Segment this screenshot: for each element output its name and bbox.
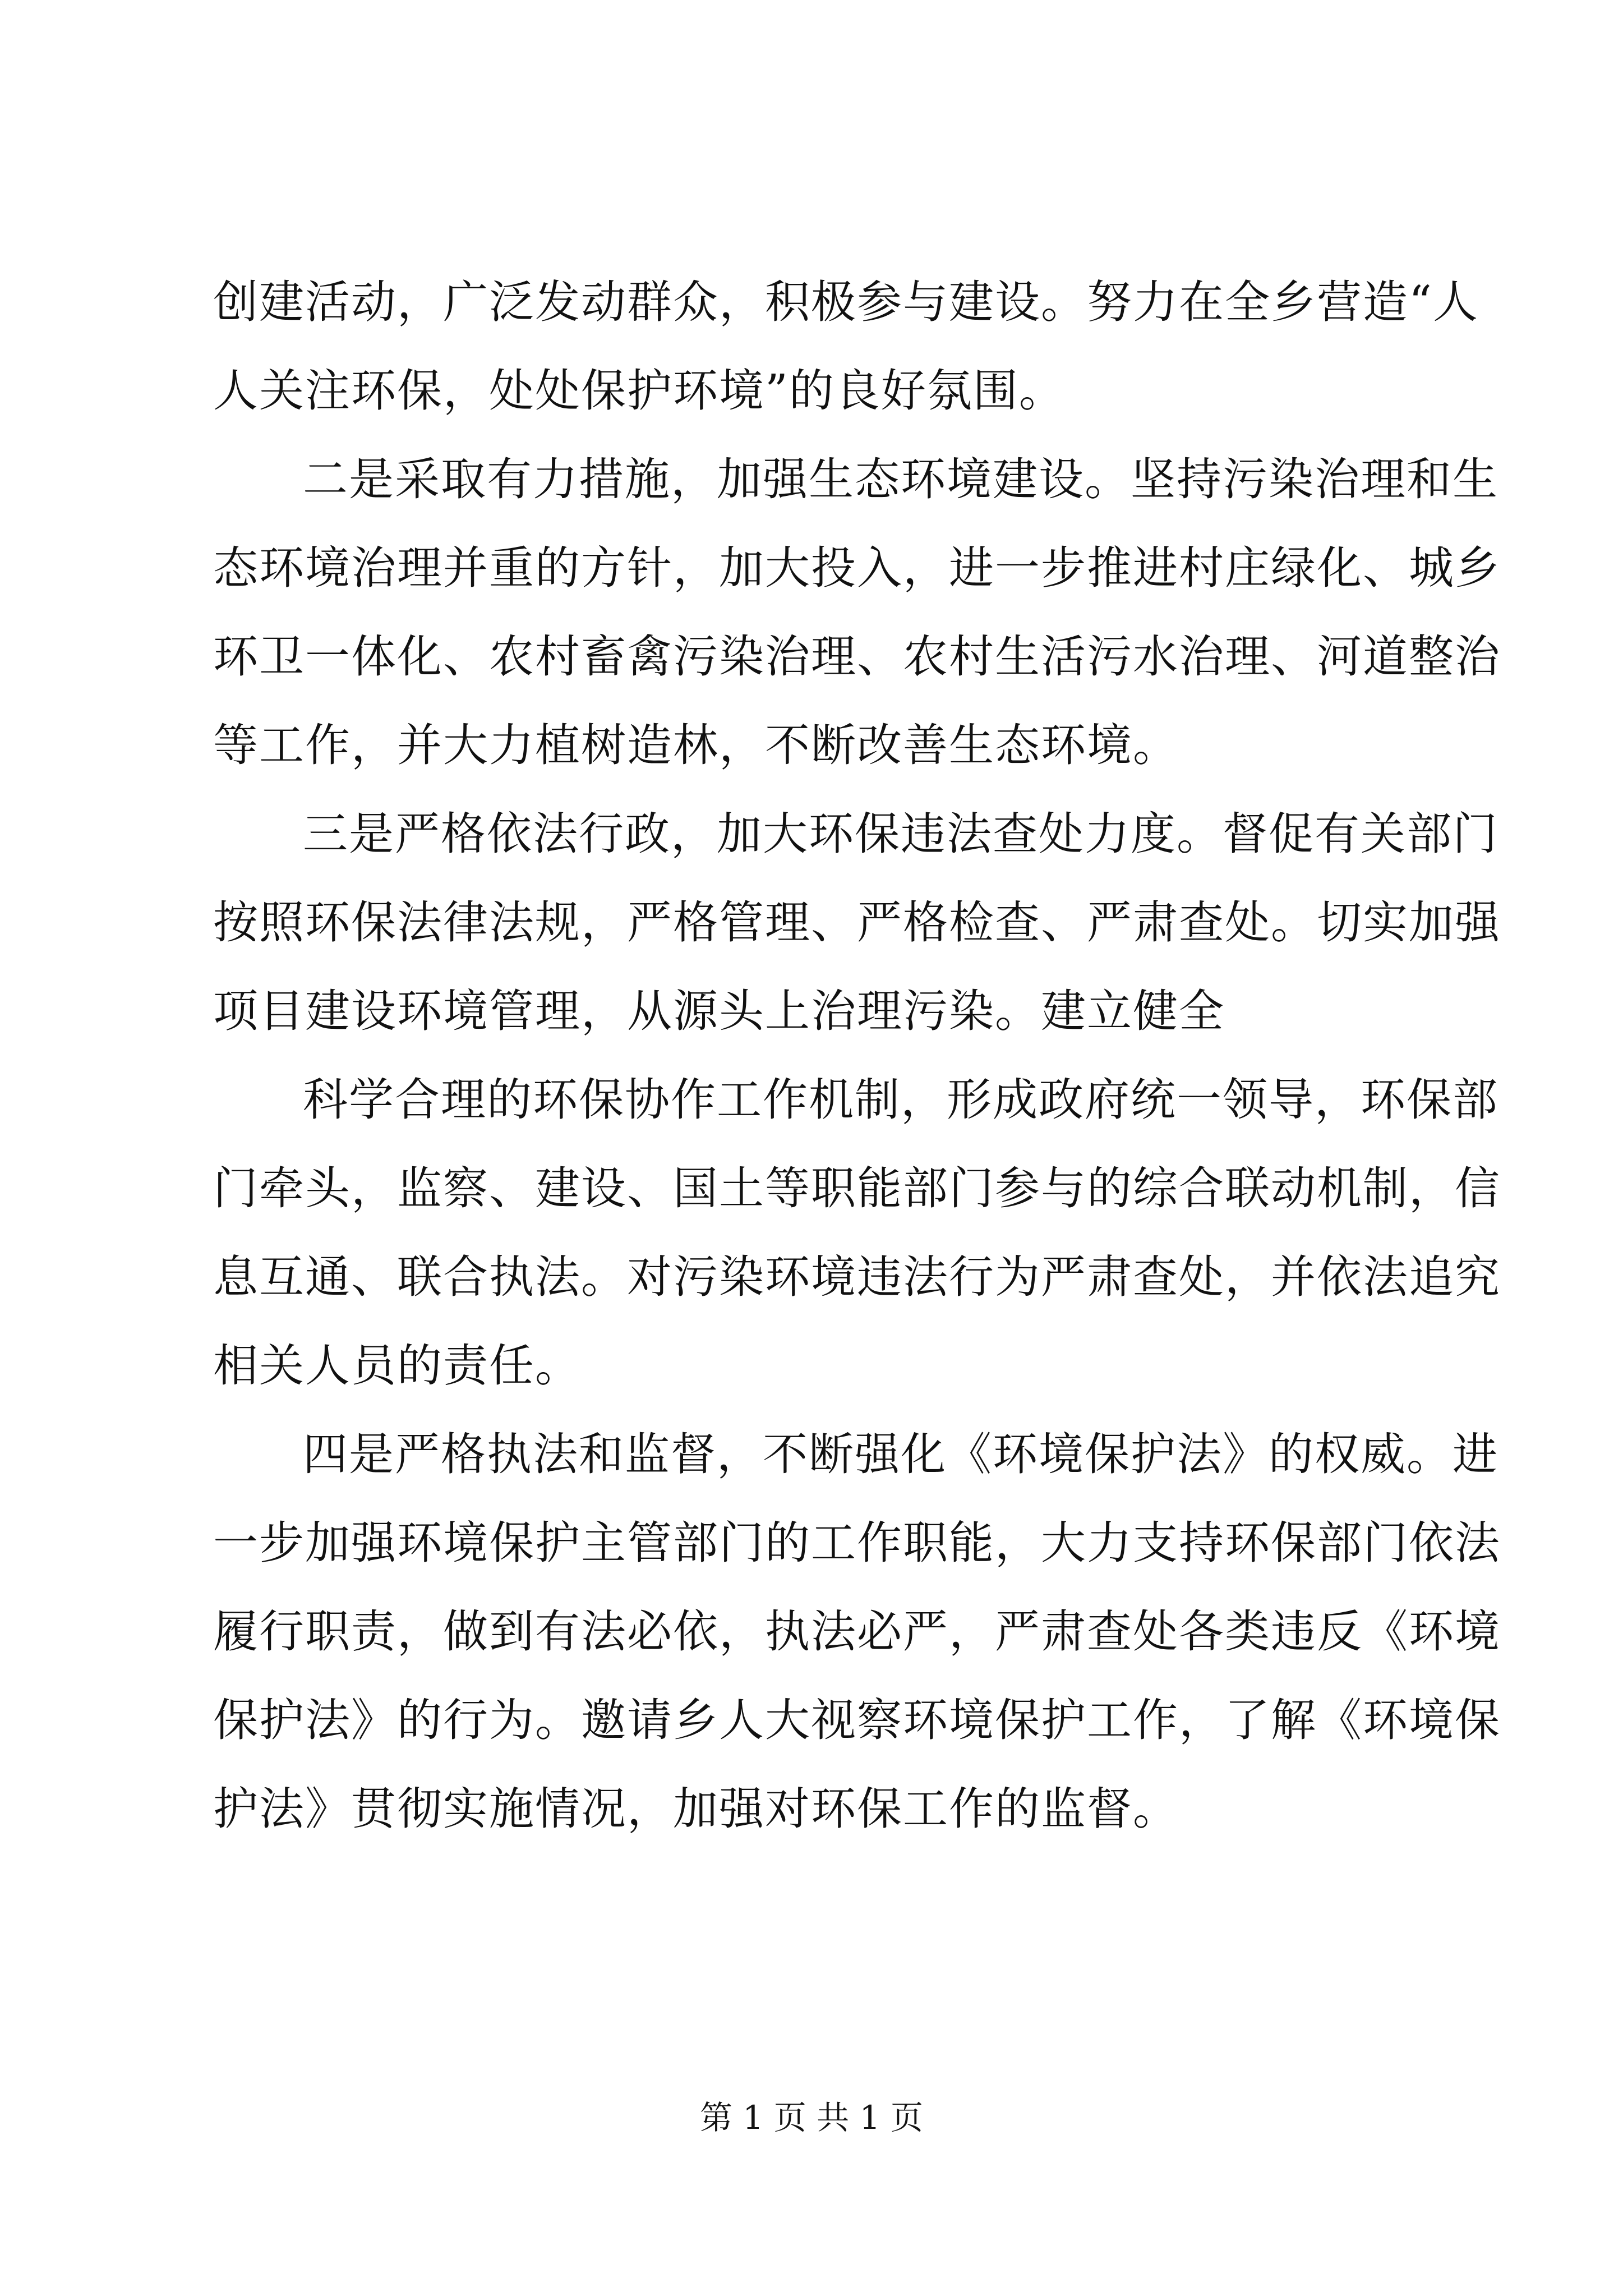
paragraph-start-line: 三是严格依法行政，加大环保违法查处力度。督促有关部门 <box>303 808 1498 860</box>
text-line: 等工作，并大力植树造林，不断改善生态环境。 <box>213 719 1179 771</box>
page-number-label: 第 1 页 共 1 页 <box>700 2099 923 2137</box>
text-line: 创建活动，广泛发动群众，积极参与建设。努力在全乡营造“人 <box>213 276 1479 328</box>
text-line: 护法》贯彻实施情况，加强对环保工作的监督。 <box>213 1783 1179 1835</box>
paragraph-start-line: 二是采取有力措施，加强生态环境建设。坚持污染治理和生 <box>303 453 1498 505</box>
text-line: 一步加强环境保护主管部门的工作职能，大力支持环保部门依法 <box>213 1517 1501 1569</box>
text-line: 相关人员的责任。 <box>213 1340 581 1392</box>
page-footer <box>0 2095 1623 2140</box>
paragraph-start-line: 四是严格执法和监督，不断强化《环境保护法》的权威。进 <box>303 1428 1498 1480</box>
text-line: 保护法》的行为。邀请乡人大视察环境保护工作，了解《环境保 <box>213 1694 1501 1746</box>
document-body <box>213 258 1501 1853</box>
text-line: 人关注环保，处处保护环境”的良好氛围。 <box>213 365 1065 417</box>
paragraph-start-line: 科学合理的环保协作工作机制，形成政府统一领导，环保部 <box>303 1074 1498 1126</box>
text-line: 按照环保法律法规，严格管理、严格检查、严肃查处。切实加强 <box>213 896 1501 949</box>
text-line: 门牵头，监察、建设、国土等职能部门参与的综合联动机制，信 <box>213 1162 1501 1214</box>
text-line: 履行职责，做到有法必依，执法必严，严肃查处各类违反《环境 <box>213 1605 1501 1658</box>
text-line: 态环境治理并重的方针，加大投入，进一步推进村庄绿化、城乡 <box>213 542 1501 594</box>
text-line: 项目建设环境管理，从源头上治理污染。建立健全 <box>213 985 1225 1037</box>
text-line: 环卫一体化、农村畜禽污染治理、农村生活污水治理、河道整治 <box>213 631 1501 683</box>
text-line: 息互通、联合执法。对污染环境违法行为严肃查处，并依法追究 <box>213 1251 1501 1303</box>
